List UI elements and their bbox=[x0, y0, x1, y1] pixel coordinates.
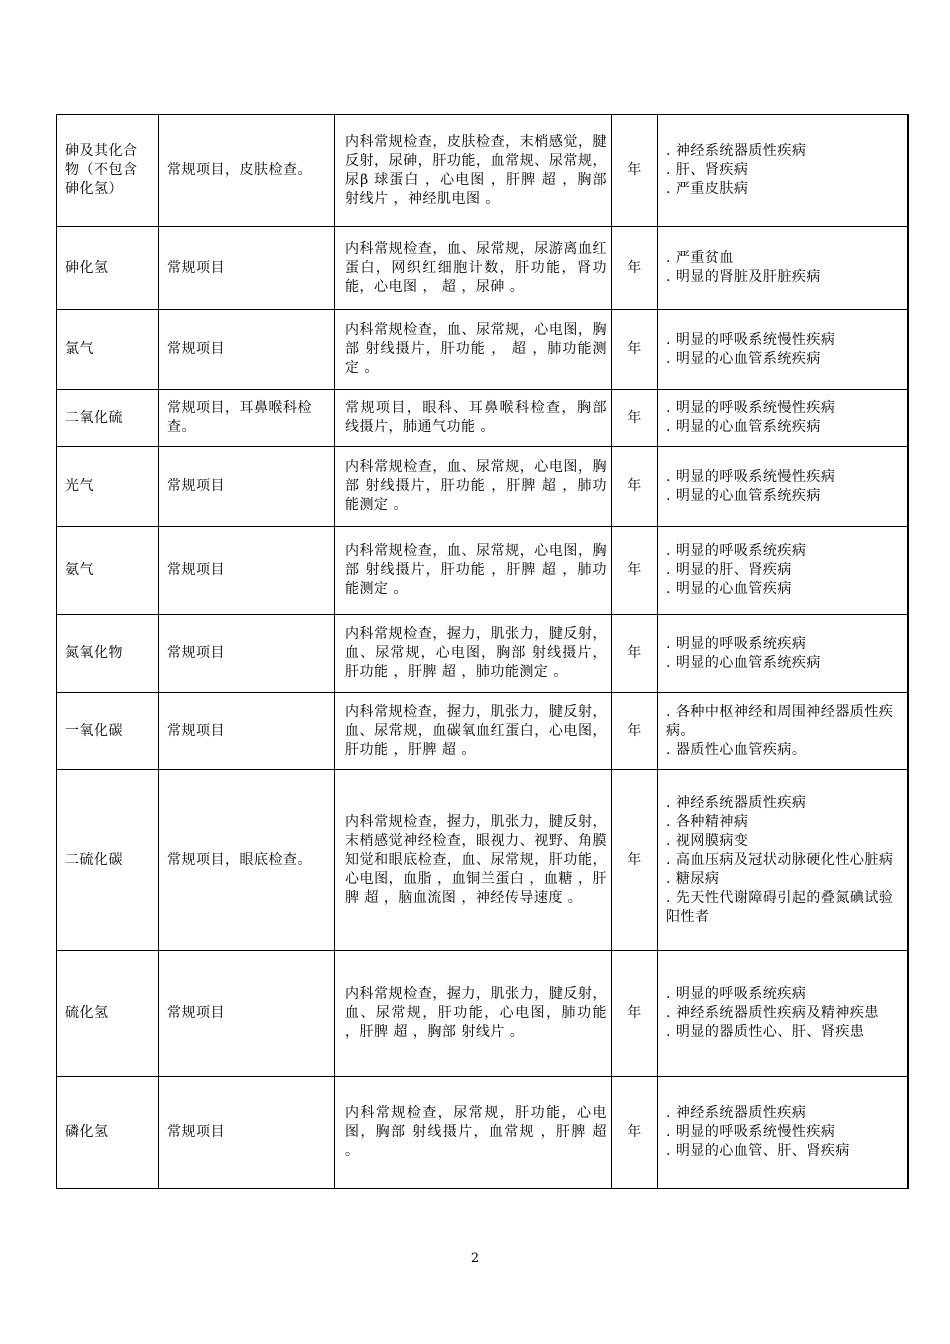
frequency-cell: 年 bbox=[612, 527, 658, 615]
contraindications-cell bbox=[658, 951, 908, 1077]
substance-cell: 砷及其化合物（不包含砷化氢） bbox=[57, 115, 159, 227]
substance-cell: 光气 bbox=[57, 447, 159, 527]
frequency-cell: 年 bbox=[612, 227, 658, 310]
substance-cell: 砷化氢 bbox=[57, 227, 159, 310]
pre-job-exam-cell: 常规项目 bbox=[159, 310, 335, 390]
contraindication-item: . 神经系统器质性疾病及精神疾患 bbox=[666, 1005, 879, 1021]
occupational-health-table bbox=[56, 114, 909, 1189]
contraindication-item: . 糖尿病 bbox=[666, 870, 720, 887]
pre-job-exam-cell: 常规项目 bbox=[159, 615, 335, 693]
contraindication-item: . 神经系统器质性疾病 bbox=[666, 1105, 807, 1121]
contraindication-item: . 明显的呼吸系统慢性疾病 bbox=[666, 400, 836, 416]
contraindications-cell bbox=[658, 693, 908, 770]
table-row bbox=[57, 951, 908, 1077]
frequency-cell: 年 bbox=[612, 615, 658, 693]
substance-cell: 硫化氢 bbox=[57, 951, 159, 1077]
contraindication-item: . 器质性心血管疾病。 bbox=[666, 741, 807, 758]
page-number: 2 bbox=[470, 1251, 480, 1266]
pre-job-exam-cell: 常规项目 bbox=[159, 227, 335, 310]
periodic-exam-cell: 内科常规检查，皮肤检查，末梢感觉，腱反射，尿砷，肝功能，血常规、尿常规，尿β 球蛋白 ，心电图 ，肝脾 超 ，胸部 射线片 ，神经肌电图 。 bbox=[335, 115, 612, 227]
contraindication-item: . 神经系统器质性疾病 bbox=[666, 794, 807, 811]
pre-job-exam-cell: 常规项目 bbox=[159, 447, 335, 527]
contraindications-cell bbox=[658, 115, 908, 227]
table-row bbox=[57, 310, 908, 390]
contraindication-item: . 肝、肾疾病 bbox=[666, 162, 749, 178]
periodic-exam-cell: 内科常规检查，握力，肌张力，腱反射，血、尿常规，肝功能，心电图，肺功能 ，肝脾 超 ，胸部 射线片 。 bbox=[335, 951, 612, 1077]
periodic-exam-cell: 内科常规检查，握力，肌张力，腱反射，血、尿常规，血碳氧血红蛋白，心电图，肝功能 ，肝脾 超 。 bbox=[335, 693, 612, 770]
contraindications-cell bbox=[658, 615, 908, 693]
contraindication-item: . 严重皮肤病 bbox=[666, 181, 749, 197]
pre-job-exam-cell: 常规项目 bbox=[159, 693, 335, 770]
substance-cell: 磷化氢 bbox=[57, 1077, 159, 1189]
table-row bbox=[57, 1077, 908, 1189]
table-row bbox=[57, 227, 908, 310]
frequency-cell: 年 bbox=[612, 447, 658, 527]
contraindication-item: . 明显的呼吸系统慢性疾病 bbox=[666, 468, 836, 485]
contraindication-item: . 高血压病及冠状动脉硬化性心脏病 bbox=[666, 851, 894, 868]
contraindications-cell bbox=[658, 770, 908, 951]
periodic-exam-cell: 内科常规检查，握力，肌张力，腱反射，血、尿常规，心电图，胸部 射线摄片，肝功能 ，肝脾 超 ，肺功能测定 。 bbox=[335, 615, 612, 693]
contraindication-item: . 明显的心血管系统疾病 bbox=[666, 419, 821, 435]
contraindication-item: . 各种精神病 bbox=[666, 813, 749, 830]
contraindications-cell bbox=[658, 310, 908, 390]
pre-job-exam-cell: 常规项目，耳鼻喉科检查。 bbox=[159, 390, 335, 447]
contraindication-item: . 明显的肾脏及肝脏疾病 bbox=[666, 269, 821, 285]
frequency-cell: 年 bbox=[612, 693, 658, 770]
contraindications-cell bbox=[658, 227, 908, 310]
contraindication-item: . 先天性代谢障碍引起的叠氮碘试验阳性者 bbox=[666, 889, 894, 925]
contraindication-item: . 神经系统器质性疾病 bbox=[666, 143, 807, 159]
contraindication-item: . 明显的心血管疾病 bbox=[666, 581, 792, 597]
contraindications-cell bbox=[658, 527, 908, 615]
frequency-cell: 年 bbox=[612, 115, 658, 227]
periodic-exam-cell: 常规项目，眼科、耳鼻喉科检查，胸部 线摄片，肺通气功能 。 bbox=[335, 390, 612, 447]
contraindication-item: . 明显的呼吸系统疾病 bbox=[666, 635, 807, 652]
periodic-exam-cell: 内科常规检查，血、尿常规，心电图，胸部 射线摄片，肝功能 ，肝脾 超 ，肺功能测定 。 bbox=[335, 527, 612, 615]
periodic-exam-cell: 内科常规检查，血、尿常规，心电图，胸部 射线摄片，肝功能 ， 超 ，肺功能测定 。 bbox=[335, 310, 612, 390]
table-row bbox=[57, 615, 908, 693]
contraindication-item: . 明显的呼吸系统慢性疾病 bbox=[666, 331, 836, 348]
periodic-exam-cell: 内科常规检查，尿常规，肝功能，心电图，胸部 射线摄片，血常规 ，肝脾 超 。 bbox=[335, 1077, 612, 1189]
substance-cell: 一氧化碳 bbox=[57, 693, 159, 770]
frequency-cell: 年 bbox=[612, 390, 658, 447]
pre-job-exam-cell: 常规项目，眼底检查。 bbox=[159, 770, 335, 951]
frequency-cell: 年 bbox=[612, 1077, 658, 1189]
pre-job-exam-cell: 常规项目，皮肤检查。 bbox=[159, 115, 335, 227]
substance-cell: 二氧化硫 bbox=[57, 390, 159, 447]
contraindication-item: . 明显的呼吸系统疾病 bbox=[666, 986, 807, 1002]
substance-cell: 二硫化碳 bbox=[57, 770, 159, 951]
contraindications-cell bbox=[658, 447, 908, 527]
contraindication-item: . 明显的呼吸系统疾病 bbox=[666, 543, 807, 559]
substance-cell: 氯气 bbox=[57, 310, 159, 390]
contraindication-item: . 明显的心血管、肝、肾疾病 bbox=[666, 1143, 850, 1159]
pre-job-exam-cell: 常规项目 bbox=[159, 951, 335, 1077]
table-body bbox=[57, 115, 908, 1189]
table-row bbox=[57, 693, 908, 770]
contraindications-cell bbox=[658, 1077, 908, 1189]
pre-job-exam-cell: 常规项目 bbox=[159, 1077, 335, 1189]
contraindication-item: . 明显的心血管系统疾病 bbox=[666, 487, 821, 504]
frequency-cell: 年 bbox=[612, 310, 658, 390]
table-row bbox=[57, 447, 908, 527]
frequency-cell: 年 bbox=[612, 951, 658, 1077]
table-row bbox=[57, 527, 908, 615]
pre-job-exam-cell: 常规项目 bbox=[159, 527, 335, 615]
table-row bbox=[57, 770, 908, 951]
table-row bbox=[57, 390, 908, 447]
contraindication-item: . 明显的心血管系统疾病 bbox=[666, 654, 821, 671]
contraindication-item: . 各种中枢神经和周围神经器质性疾病。 bbox=[666, 703, 894, 739]
table-row bbox=[57, 115, 908, 227]
contraindication-item: . 明显的肝、肾疾病 bbox=[666, 562, 792, 578]
periodic-exam-cell: 内科常规检查，血、尿常规，心电图，胸部 射线摄片，肝功能 ，肝脾 超 ，肺功能测定 。 bbox=[335, 447, 612, 527]
contraindication-item: . 严重贫血 bbox=[666, 250, 734, 266]
contraindication-item: . 视网膜病变 bbox=[666, 832, 749, 849]
periodic-exam-cell: 内科常规检查，血、尿常规，尿游离血红蛋白，网织红细胞计数，肝功能，肾功能，心电图 ， 超 ，尿砷 。 bbox=[335, 227, 612, 310]
periodic-exam-cell: 内科常规检查，握力，肌张力，腱反射，末梢感觉神经检查，眼视力、视野、角膜知觉和眼底检查，血、尿常规，肝功能，心电图，血脂 ，血铜兰蛋白 ，血糖 ，肝脾 超 ，脑血流图 ，神经传导速度 。 bbox=[335, 770, 612, 951]
contraindication-item: . 明显的心血管系统疾病 bbox=[666, 350, 821, 367]
contraindications-cell bbox=[658, 390, 908, 447]
contraindication-item: . 明显的器质性心、肝、肾疾患 bbox=[666, 1024, 865, 1040]
substance-cell: 氮氧化物 bbox=[57, 615, 159, 693]
frequency-cell: 年 bbox=[612, 770, 658, 951]
substance-cell: 氨气 bbox=[57, 527, 159, 615]
contraindication-item: . 明显的呼吸系统慢性疾病 bbox=[666, 1124, 836, 1140]
